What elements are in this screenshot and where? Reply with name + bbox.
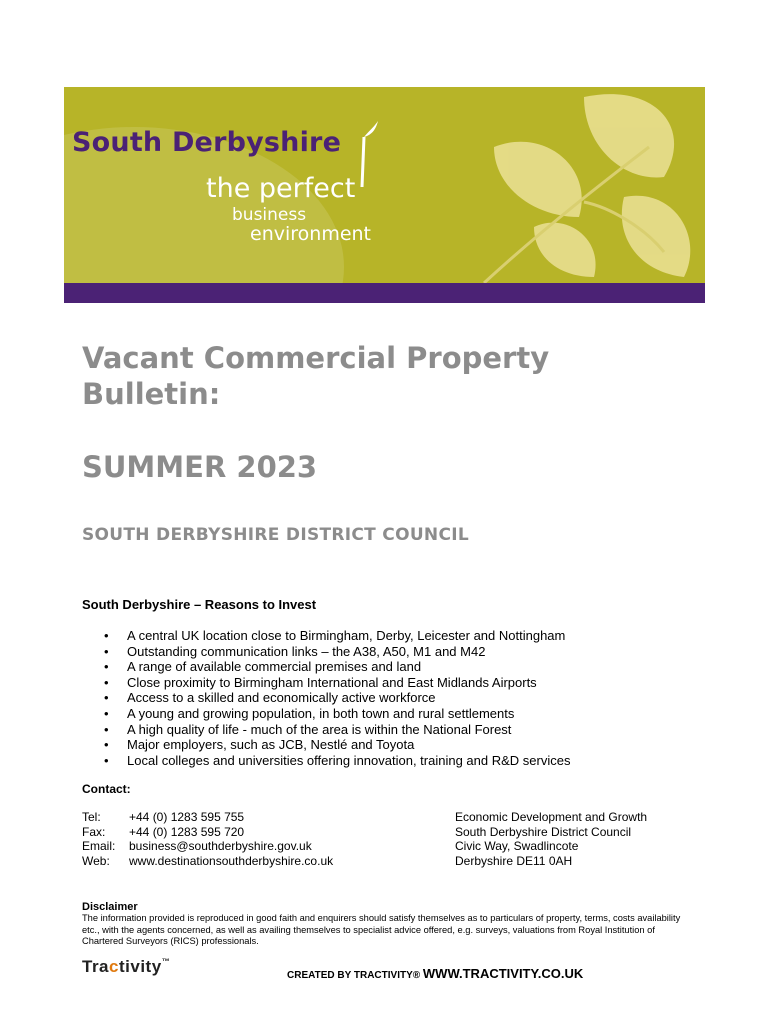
- reasons-list: [100, 628, 570, 768]
- document-title: [82, 340, 642, 412]
- address-line: Economic Development and Growth: [455, 810, 648, 824]
- bullet-icon: •: [104, 721, 109, 737]
- web-label: Web:: [82, 853, 110, 868]
- fax-row: [82, 825, 333, 840]
- reason-item: [100, 722, 570, 738]
- logo-text-start: Tra: [82, 957, 110, 976]
- reason-text: Access to a skilled and economically active workforce: [127, 690, 436, 706]
- address-line: Civic Way, Swadlincote: [455, 839, 579, 853]
- brand-name: South Derbyshire: [72, 127, 342, 158]
- tel-value: +44 (0) 1283 595 755: [129, 810, 245, 824]
- disclaimer-text: The information provided is reproduced in good faith and enquirers should satisfy themselves as to particulars of property, terms, costs availability etc., with the agents concerned, as well as availing themselves to specialist advice offered, e.g. surveys, valuations from Royal Institution of Chartered Surveyors (RICS) professionals.: [82, 913, 681, 946]
- reason-text: Major employers, such as JCB, Nestlé and Toyota: [127, 737, 415, 753]
- created-by-label: CREATED BY TRACTIVITY®: [287, 970, 421, 981]
- header-banner: [64, 87, 705, 303]
- bullet-icon: •: [104, 643, 109, 659]
- reason-text: Outstanding communication links – the A38, A50, M1 and M42: [127, 643, 486, 659]
- reason-item: [100, 706, 570, 722]
- tel-row: [82, 810, 333, 825]
- reasons-heading: South Derbyshire – Reasons to Invest: [82, 597, 317, 612]
- bullet-icon: •: [104, 659, 109, 675]
- address-line: Derbyshire DE11 0AH: [455, 853, 573, 868]
- tel-label: Tel:: [82, 810, 101, 824]
- disclaimer-heading: Disclaimer: [82, 901, 138, 913]
- bullet-icon: •: [104, 690, 109, 706]
- contact-heading: Contact:: [82, 782, 131, 796]
- title-line1: Vacant Commercial Property: [82, 341, 550, 375]
- tagline-line1: the perfect: [206, 173, 356, 204]
- reason-text: Local colleges and universities offering innovation, training and R&D services: [127, 752, 571, 768]
- web-row: [82, 854, 333, 869]
- bullet-icon: •: [104, 705, 109, 721]
- reason-item: [100, 659, 570, 675]
- web-link[interactable]: www.destinationsouthderbyshire.co.uk: [129, 853, 334, 868]
- bullet-icon: •: [104, 674, 109, 690]
- logo-accent-letter: c: [109, 957, 119, 976]
- bullet-icon: •: [104, 752, 109, 768]
- fax-value: +44 (0) 1283 595 720: [129, 824, 245, 839]
- reason-item: [100, 753, 570, 769]
- leaf-illustration: [64, 87, 705, 283]
- reason-text: A high quality of life - much of the area is within the National Forest: [127, 721, 512, 737]
- footer-url-link[interactable]: WWW.TRACTIVITY.CO.UK: [422, 966, 584, 981]
- address-line: South Derbyshire District Council: [455, 824, 632, 839]
- reason-text: A range of available commercial premises and land: [127, 659, 422, 675]
- reason-text: A central UK location close to Birmingham, Derby, Leicester and Nottingham: [127, 628, 566, 643]
- postal-address: [455, 810, 647, 868]
- tagline-line2: business: [232, 205, 307, 225]
- reason-text: A young and growing population, in both town and rural settlements: [127, 705, 515, 721]
- reason-text: Close proximity to Birmingham International and East Midlands Airports: [127, 674, 537, 690]
- council-name: SOUTH DERBYSHIRE DISTRICT COUNCIL: [82, 525, 469, 545]
- tractivity-logo: [82, 957, 170, 977]
- reason-item: [100, 644, 570, 660]
- contact-details: [82, 810, 333, 868]
- email-label: Email:: [82, 839, 116, 853]
- fax-label: Fax:: [82, 824, 106, 839]
- season-heading: SUMMER 2023: [82, 450, 318, 484]
- email-row: [82, 839, 333, 854]
- created-by-footer: [287, 966, 583, 981]
- bullet-icon: •: [104, 737, 109, 753]
- reason-item: [100, 628, 570, 644]
- tagline-line3: environment: [250, 223, 372, 245]
- email-link[interactable]: business@southderbyshire.gov.uk: [129, 839, 312, 853]
- logo-text-end: tivity: [119, 957, 162, 976]
- bullet-icon: •: [104, 628, 109, 643]
- reason-item: [100, 690, 570, 706]
- title-line2: Bulletin:: [82, 377, 221, 411]
- reason-item: [100, 675, 570, 691]
- banner-stripe: [64, 283, 705, 303]
- reason-item: [100, 737, 570, 753]
- logo-trademark: ™: [161, 957, 171, 966]
